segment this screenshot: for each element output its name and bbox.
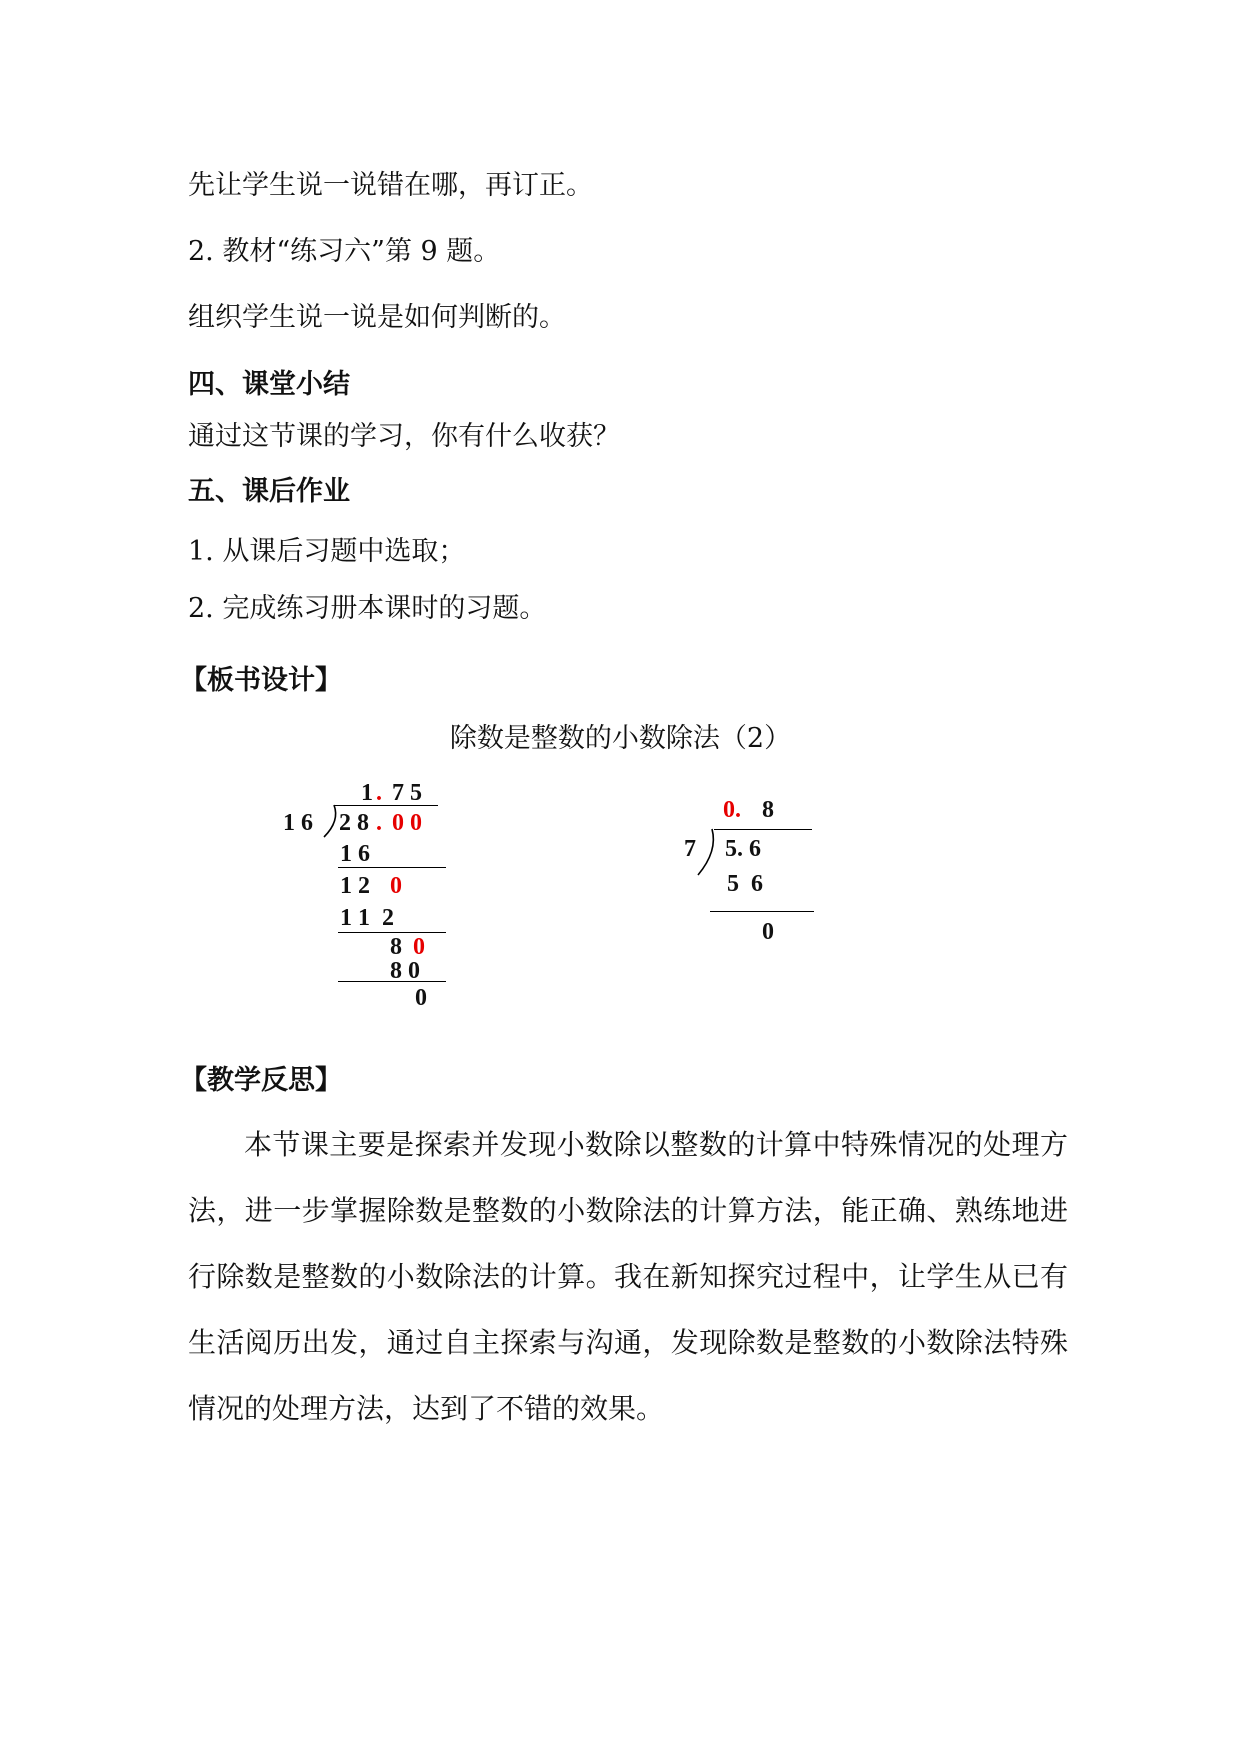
step-row: 0 (415, 985, 427, 1011)
step-row: 1 2 (340, 873, 370, 899)
text-line: 1. 从课后习题中选取； (188, 536, 466, 567)
divisor: 1 6 (283, 810, 313, 836)
quotient-red: 0. (723, 797, 741, 823)
step-row: 1 1 2 (340, 905, 394, 931)
dividend-point: . (376, 810, 382, 836)
step-row: 0 (762, 919, 774, 945)
text-line: 2. 教材“练习六”第 9 题。 (188, 236, 501, 267)
text-line: 组织学生说一说是如何判断的。 (188, 302, 566, 333)
dividend: 5. 6 (725, 836, 761, 862)
reflection-heading: 【教学反思】 (180, 1065, 342, 1096)
board-heading: 【板书设计】 (180, 665, 342, 696)
board-title: 除数是整数的小数除法（2） (449, 723, 792, 754)
step-rule (338, 932, 446, 933)
step-rule (710, 911, 814, 912)
step-row-red: 0 (413, 934, 425, 960)
step-row: 8 (390, 934, 402, 960)
step-row-red: 0 (390, 873, 402, 899)
dividend: 2 8 (339, 810, 369, 836)
step-rule (338, 867, 446, 868)
step-rule (338, 981, 446, 982)
text-line: 先让学生说一说错在哪，再订正。 (188, 170, 593, 201)
step-row: 1 6 (340, 841, 370, 867)
division-bracket (322, 805, 338, 839)
quotient-digits: 7 5 (392, 780, 422, 806)
quotient-digit: 8 (762, 797, 774, 823)
quotient-point: . (376, 780, 382, 806)
text-line: 通过这节课的学习，你有什么收获？ (188, 421, 620, 452)
step-row: 8 0 (390, 958, 420, 984)
dividend-zeros: 0 0 (392, 810, 422, 836)
division-bar (714, 829, 812, 830)
division-bracket (696, 829, 716, 877)
quotient-digit: 1 (361, 780, 373, 806)
reflection-paragraph: 本节课主要是探索并发现小数除以整数的计算中特殊情况的处理方法，进一步掌握除数是整数的小数除法的计算方法，能正确、熟练地进行除数是整数的小数除法的计算。我在新知探究过程中，让学生从已有生活阅历出发，通过自主探索与沟通，发现除数是整数的小数除法特殊情况的处理方法，达到了不错的效果。 (188, 1128, 1068, 1425)
division-bar (334, 805, 438, 806)
step-row: 5 6 (727, 871, 763, 897)
text-line: 2. 完成练习册本课时的习题。 (188, 593, 547, 624)
section-heading: 五、课后作业 (188, 476, 350, 507)
section-heading: 四、课堂小结 (188, 369, 350, 400)
divisor: 7 (684, 836, 696, 862)
